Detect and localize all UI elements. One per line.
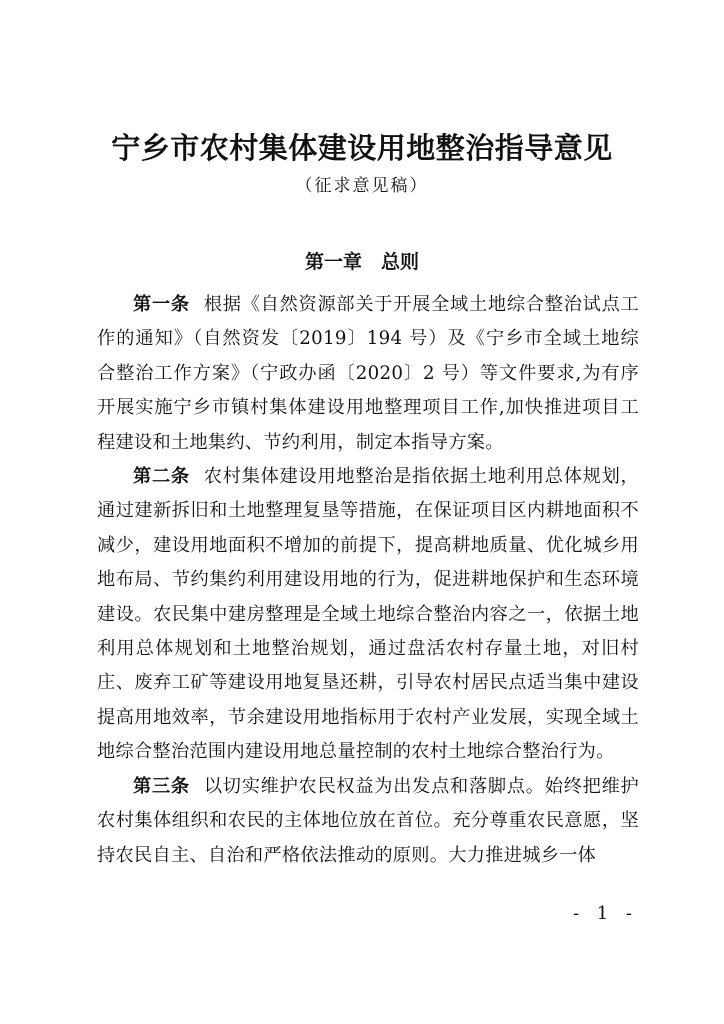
article-paragraph xyxy=(97,288,639,460)
article-text: 根据《自然资源部关于开展全域土地综合整治试点工作的通知》（自然资发〔2019〕194 号）及《宁乡市全域土地综合整治工作方案》（宁政办函〔2020〕2 号）等文件要求,为有序开展实施宁乡市镇村集体建设用地整理项目工作,加快推进项目工程建设和土地集约、节约利用，制定本指导方案。 xyxy=(97,294,639,453)
article-text: 农村集体建设用地整治是指依据土地利用总体规划，通过建新拆旧和土地整理复垦等措施，在保证项目区内耕地面积不减少，建设用地面积不增加的前提下，提高耕地质量、优化城乡用地布局、节约集约利用建设用地的行为，促进耕地保护和生态环境建设。农民集中建房整理是全域土地综合整治内容之一，依据土地利用总体规划和土地整治规划，通过盘活农村存量土地，对旧村庄、废弃工矿等建设用地复垦还耕，引导农村居民点适当集中建设提高用地效率，节余建设用地指标用于农村产业发展，实现全域土地综合整治范围内建设用地总量控制的农村土地综合整治行为。 xyxy=(97,466,639,763)
body-text xyxy=(97,288,639,873)
article-text: 以切实维护农民权益为出发点和落脚点。始终把维护农村集体组织和农民的主体地位放在首位。充分尊重农民意愿，坚持农民自主、自治和严格依法推动的原则。大力推进城乡一体 xyxy=(97,775,639,866)
article-label: 第二条 xyxy=(133,466,190,488)
article-label: 第三条 xyxy=(133,775,190,797)
document-subtitle: （征求意见稿） xyxy=(295,176,429,196)
chapter-heading: 第一章 总则 xyxy=(304,251,419,273)
article-paragraph xyxy=(97,770,639,873)
page-number: - 1 - xyxy=(572,903,638,924)
article-paragraph xyxy=(97,460,639,770)
document-title: 宁乡市农村集体建设用地整治指导意见 xyxy=(111,131,613,165)
article-label: 第一条 xyxy=(133,294,190,315)
